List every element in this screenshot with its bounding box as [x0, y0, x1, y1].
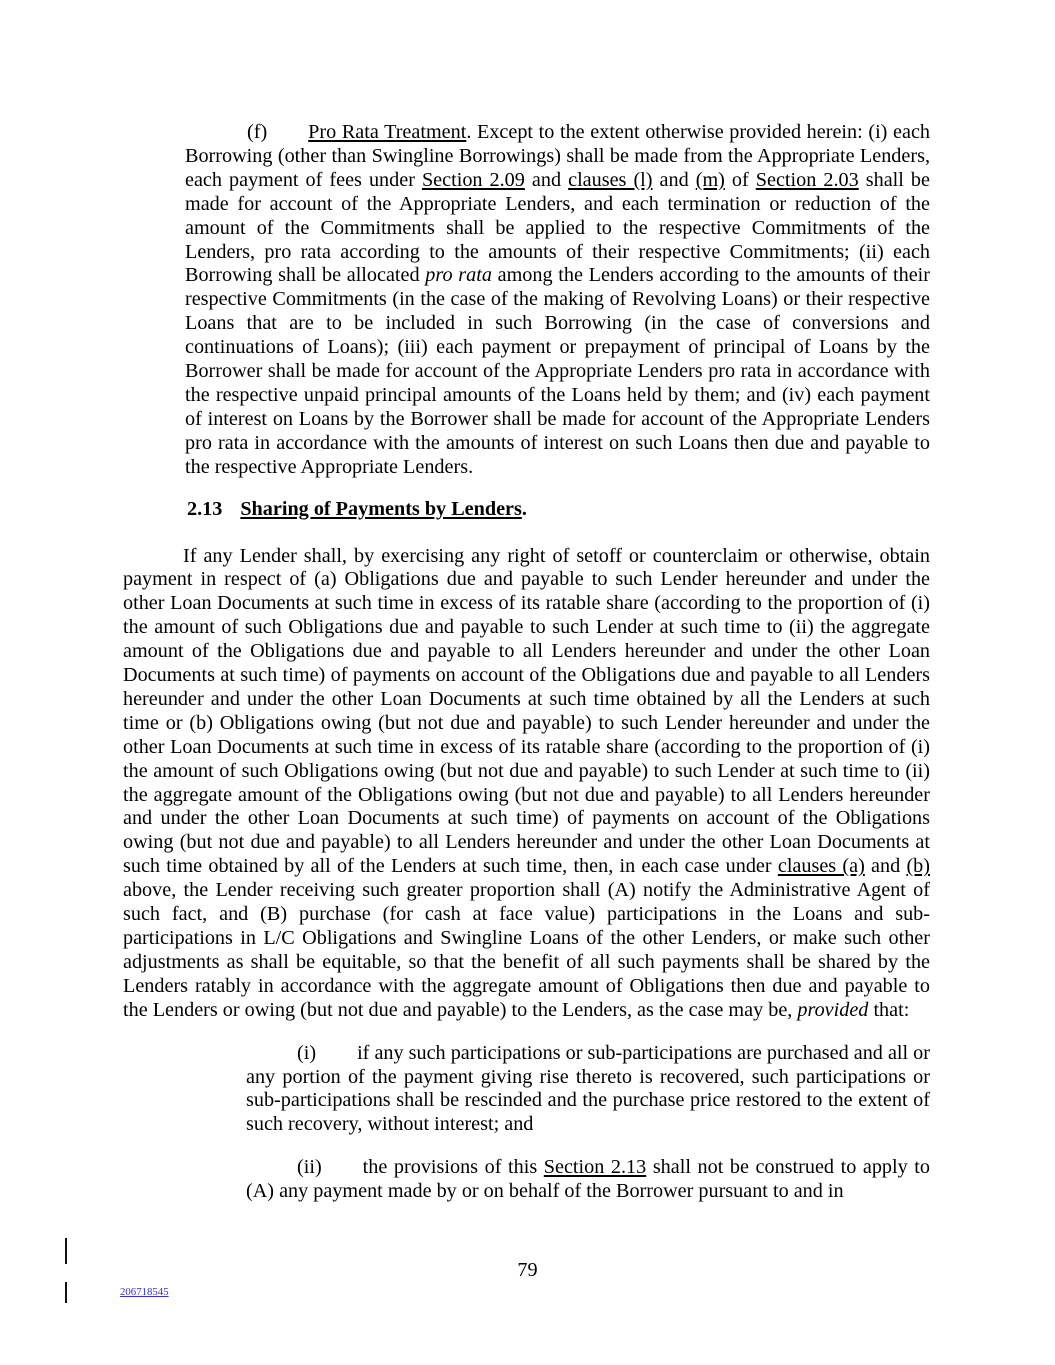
- text-segment: Sharing of Payments by Lenders: [240, 497, 522, 520]
- page-number: 79: [517, 1259, 538, 1281]
- tab-spacer: [222, 514, 240, 515]
- section-2-13-heading: [187, 498, 930, 522]
- text-segment: (i): [297, 1041, 317, 1064]
- text-segment: and: [864, 855, 907, 878]
- footer-doc-number-link[interactable]: 206718545: [120, 1286, 169, 1298]
- text-segment: shall be made for account of the Appropriate Lenders, and each termination or reduction of the amount of the Commitments shall be applied to the respective Commitments of the Lenders, pro rata according to the amounts of their respective Commitments; (ii) each Borrowing shall be allocated: [185, 168, 930, 287]
- text-segment: shall not be construed to apply to (A) any payment made by or on behalf of the Borrower pursuant to and in: [246, 1156, 930, 1203]
- text-segment: .: [521, 497, 527, 520]
- revision-bar-icon: [65, 1282, 67, 1303]
- tab-spacer: [316, 1058, 357, 1059]
- section-2-13-body: [123, 545, 930, 1023]
- clause-f-pro-rata-treatment: [185, 121, 930, 480]
- text-segment: Section 2.03: [755, 168, 859, 191]
- text-segment: 2.13: [187, 497, 223, 520]
- text-segment: that:: [868, 998, 910, 1021]
- text-segment: (ii): [297, 1156, 322, 1179]
- text-segment: provided: [797, 998, 869, 1021]
- text-segment: Section 2.13: [543, 1156, 647, 1179]
- proviso-ii: [246, 1156, 930, 1204]
- text-segment: (b): [906, 855, 930, 878]
- document-body: [123, 121, 930, 1204]
- text-segment: clauses (l): [568, 168, 653, 191]
- text-segment: clauses (a): [777, 855, 865, 878]
- text-segment: . Except to the extent otherwise provided herein: (i) each Borrowing (other than Swingline Borrowings) shall be made from the Appropriate Lenders, each payment of fees under: [185, 121, 930, 191]
- text-segment: (m): [695, 168, 725, 191]
- tab-spacer: [322, 1172, 363, 1173]
- proviso-i: [246, 1042, 930, 1138]
- text-segment: if any such participations or sub-participations are purchased and all or any portion of the payment giving rise thereto is recovered, such participations or sub-participations shall be rescinded and the purchase price restored to the extent of such recovery, without interest; and: [246, 1041, 930, 1136]
- text-segment: and: [524, 168, 569, 191]
- text-segment: Section 2.09: [421, 168, 525, 191]
- text-segment: Pro Rata Treatment: [308, 121, 467, 143]
- text-segment: among the Lenders according to the amounts of their respective Commitments (in the case of the making of Revolving Loans) or their respective Loans that are to be included in such Borrowing (in the case of conversions and continuations of Loans); (iii) each payment or prepayment of principal of Loans by the Borrower shall be made for account of the Appropriate Lenders pro rata in accordance with the respective unpaid principal amounts of the Loans held by them; and (iv) each payment of interest on Loans by the Borrower shall be made for account of the Appropriate Lenders pro rata in accordance with the amounts of interest on such Loans then due and payable to the respective Appropriate Lenders.: [185, 264, 931, 478]
- text-segment: If any Lender shall, by exercising any right of setoff or counterclaim or otherwise, obtain payment in respect of (a) Obligations due and payable to such Lender hereunder and under the other Loan Documents at such time in excess of its ratable share (according to the proportion of (i) the amount of such Obligations due and payable to such Lender at such time to (ii) the aggregate amount of the Obligations due and payable to all Lenders hereunder and under the other Loan Documents at such time) of payments on account of the Obligations due and payable to all Lenders hereunder and under the other Loan Documents at such time obtained by all the Lenders at such time or (b) Obligations owing (but not due and payable) to such Lender hereunder and under the other Loan Documents at such time in excess of its ratable share (according to the proportion of (i) the amount of such Obligations owing (but not due and payable) to such Lender at such time to (ii) the aggregate amount of the Obligations owing (but not due and payable) to all Lenders hereunder and under the other Loan Documents at such time) of payments on account of the Obligations owing (but not due and payable) to all Lenders hereunder and under the other Loan Documents at such time obtained by all of the Lenders at such time, then, in each case under: [123, 544, 930, 878]
- text-segment: of: [724, 168, 756, 191]
- text-segment: pro rata: [425, 264, 492, 287]
- tab-spacer: [267, 137, 308, 138]
- text-segment: and: [652, 168, 696, 191]
- text-segment: (f): [247, 121, 268, 143]
- text-segment: the provisions of this: [362, 1156, 544, 1179]
- text-segment: above, the Lender receiving such greater proportion shall (A) notify the Administrative Agent of such fact, and (B) purchase (for cash at face value) participations in the Loans and sub-participations in L/C Obligations and Swingline Loans of the other Lenders, or make such other adjustments as shall be equitable, so that the benefit of all such payments shall be shared by the Lenders ratably in accordance with the aggregate amount of Obligations then due and payable to the Lenders or owing (but not due and payable) to the Lenders, as the case may be,: [123, 879, 930, 1021]
